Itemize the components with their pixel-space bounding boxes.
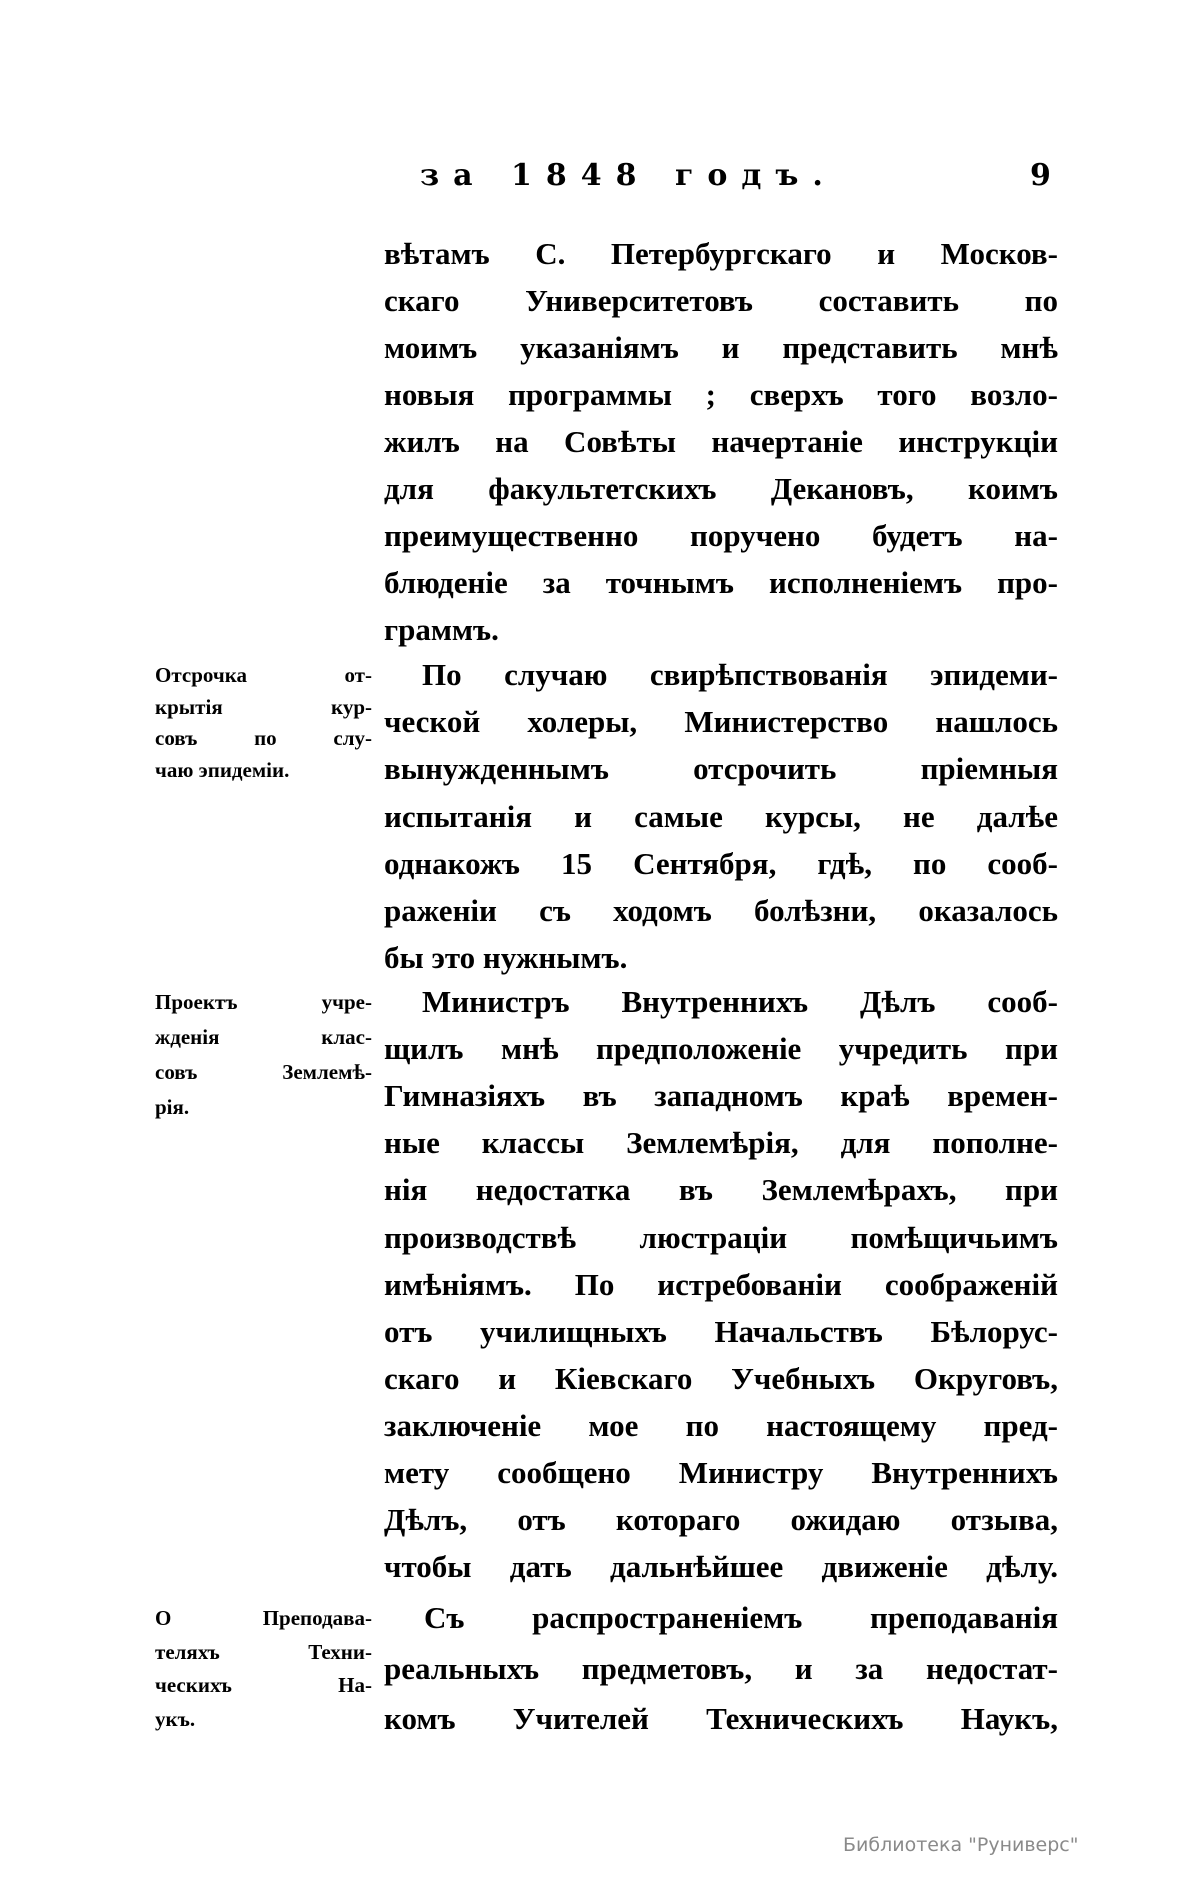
text-line: ные классы Землемѣрія, для пополне- [384, 1125, 1058, 1161]
running-head: за 1848 годъ. [420, 158, 837, 193]
library-watermark: Библиотека "Руниверс" [843, 1834, 1079, 1856]
margin-note-line: жденія клас- [155, 1025, 372, 1049]
text-line: испытанія и самые курсы, не далѣе [384, 798, 1058, 834]
margin-note-line: совъ по слу- [155, 726, 372, 751]
text-line: Съ распространеніемъ преподаванія [424, 1600, 1058, 1635]
text-line: имѣніямъ. По истребованіи соображеній [384, 1266, 1058, 1302]
text-line: однакожъ 15 Сентября, гдѣ, по сооб- [384, 845, 1058, 881]
text-line: вѣтамъ С. Петербургскаго и Москов- [384, 236, 1058, 271]
text-line: щилъ мнѣ предположеніе учредить при [384, 1031, 1058, 1067]
margin-note-line: Проектъ учре- [155, 990, 372, 1014]
margin-note-line: укъ. [155, 1707, 196, 1732]
text-line: граммъ. [384, 612, 499, 647]
margin-note-line: ческихъ На- [155, 1673, 372, 1698]
text-line: комъ Учителей Техническихъ Наукъ, [384, 1701, 1058, 1736]
text-line: скаго и Кіевскаго Учебныхъ Округовъ, [384, 1360, 1058, 1396]
text-line: заключеніе мое по настоящему пред- [384, 1407, 1058, 1443]
margin-note-line: чаю эпидеміи. [155, 758, 290, 783]
text-line: скаго Университетовъ составить по [384, 283, 1058, 318]
text-line: ческой холеры, Министерство нашлось [384, 704, 1058, 740]
text-line: нія недостатка въ Землемѣрахъ, при [384, 1172, 1058, 1208]
text-line: раженіи съ ходомъ болѣзни, оказалось [384, 893, 1058, 928]
text-line: мету сообщено Министру Внутреннихъ [384, 1455, 1058, 1490]
text-line: новыя программы ; сверхъ того возло- [384, 377, 1058, 412]
margin-note-line: крытія кур- [155, 694, 372, 719]
text-line: бы это нужнымъ. [384, 940, 628, 976]
page-number: 9 [1030, 158, 1051, 193]
margin-note-line: О Преподава- [155, 1606, 372, 1630]
text-line: вынужденнымъ отсрочить пріемныя [384, 751, 1058, 787]
text-line: Министръ Внутреннихъ Дѣлъ сооб- [422, 984, 1058, 1019]
text-line: моимъ указаніямъ и представить мнѣ [384, 330, 1058, 365]
margin-note-line: совъ Землемѣ- [155, 1060, 372, 1084]
text-line: реальныхъ предметовъ, и за недостат- [384, 1650, 1058, 1686]
margin-note-line: Отсрочка от- [155, 663, 372, 687]
text-line: По случаю свирѣпствованія эпидеми- [422, 657, 1058, 692]
margin-note-line: рія. [155, 1095, 190, 1119]
text-line: жилъ на Совѣты начертаніе инструкціи [384, 424, 1058, 459]
text-line: блюденіе за точнымъ исполненіемъ про- [384, 565, 1058, 600]
text-line: для факультетскихъ Декановъ, коимъ [384, 471, 1058, 506]
text-line: Гимназіяхъ въ западномъ краѣ времен- [384, 1078, 1058, 1114]
text-line: преимущественно поручено будетъ на- [384, 518, 1058, 553]
text-line: Дѣлъ, отъ котораго ожидаю отзыва, [384, 1502, 1058, 1538]
text-line: производствѣ люстраціи помѣщичьимъ [384, 1219, 1058, 1255]
text-line: чтобы дать дальнѣйшее движеніе дѣлу. [384, 1549, 1058, 1585]
text-line: отъ училищныхъ Начальствъ Бѣлорус- [384, 1313, 1058, 1349]
margin-note-line: теляхъ Техни- [155, 1639, 372, 1664]
